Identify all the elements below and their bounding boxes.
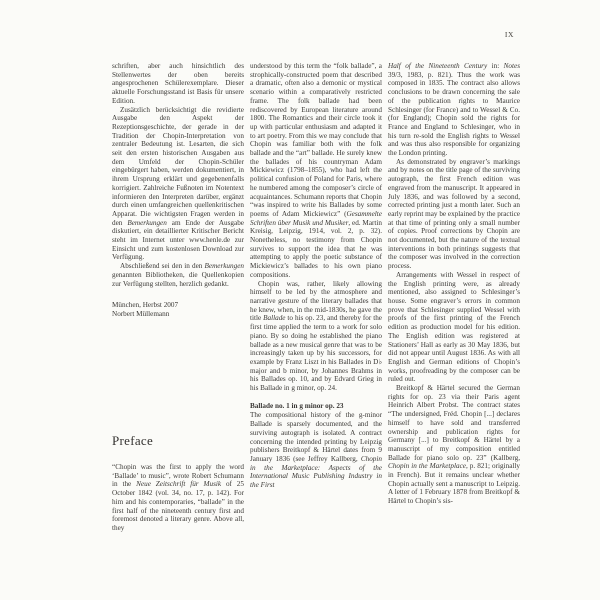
paragraph-german-revision	[112, 106, 244, 263]
italic-text-run: Bemerkungen	[204, 262, 244, 271]
preface-heading	[112, 434, 244, 448]
paragraph-french-edition	[388, 158, 520, 271]
text-run: “Chopin was the first to apply the word ‘Ballade’ to music”, wrote Robert Schumann in the	[112, 463, 244, 489]
column-left-german-text	[112, 62, 244, 319]
text-run: of 25 October 1842 (vol. 34, no. 17, p. 142). For him and his contemporaries, “ballade” in the first half of the nineteenth century first and foremost denoted a literary genre. Above all, they	[112, 480, 244, 532]
text-run: 39/3, 1983, p. 821). Thus the work was composed in 1835. The contract also allows conclusions to be drawn concerning the sale of the publication rights to Maurice Schlesinger (for France) and to Wessel & Co. (for England); Chopin sold the rights for France and England to Schlesinger, who in his turn re-sold the English rights to Wessel and was thus also responsible for organizing the London printing.	[388, 70, 520, 158]
paragraph-german-thanks	[112, 262, 244, 288]
text-run: to his op. 23, and thereby for the first time applied the term to a work for solo piano. By so doing he established the piano ballade as a new musical genre that was to be increasingly taken up by his successors, for example by Franz Liszt in his Ballades in D♭ major and b minor, by Johannes Brahms in his Ballades op. 10, and by Edvard Grieg in his Ballade in g minor, op. 24.	[250, 314, 382, 393]
paragraph-english-edition	[388, 271, 520, 384]
text-run: Chopin was, rather, likely allowing himself to be led by the atmosphere and narrative gesture of the literary ballades that he knew, when, in the mid-1830s, he gave the title	[250, 279, 382, 323]
italic-text-run: Bemerkungen	[127, 218, 167, 227]
text-run: Zusätzlich berücksichtigt die revidierte Ausgabe den Aspekt der Rezeptionsgeschichte, der gerade in der Tradition der Chopin-Interpretation von zentraler Bedeutung ist. Lesarten, die sich seit den ersten historischen Ausgaben aus dem Umfeld der Chopin-Schüler eingebürgert haben, werden dokumentiert, in ihrem Ursprung erklärt und gegebenenfalls korrigiert. Zahlreiche Fußnoten im Notentext informieren den Interpreten darüber, ergänzt durch einen umfangreichen quellenkritischen Apparat. Die wichtigsten Fragen werden in den	[112, 105, 244, 227]
text-run: am Ende der Ausgabe diskutiert, ein detaillierter Kritischer Bericht steht im Internet unter www.henle.de zur Einsicht und zum kostenlosen Download zur Verfügung.	[112, 218, 244, 262]
italic-text-run: Neue Zeitschrift für Musik	[136, 480, 222, 489]
column-left-preface-section	[112, 434, 244, 533]
page-number: IX	[504, 30, 514, 39]
ballade-no1-subheading	[250, 402, 382, 411]
italic-text-run: Chopin in the Marketplace: Aspects of the International Music Publishing Industry in the First	[250, 454, 382, 490]
text-columns	[112, 62, 520, 532]
text-run: Abschließend sei den in den	[120, 262, 205, 271]
text-run: , p. 821; originally in French). But it remains unclear whether Chopin actually sent a manuscript to Leipzig. A letter of 1 February 1878 from Breitkopf & Härtel to Chopin’s sis-	[388, 462, 520, 506]
italic-text-run: Chopin in the Marketplace	[388, 462, 466, 471]
text-run: in:	[487, 62, 504, 70]
paragraph-preface-opening	[112, 463, 244, 533]
italic-text-run: Gesammelte Schriften über Musik und Musiker	[250, 209, 382, 227]
paragraph-german-edition	[388, 384, 520, 506]
text-run: genannten Bibliotheken, die Quellenkopien zur Verfügung stellten, herzlich gedankt.	[112, 270, 244, 288]
paragraph-compositional-history	[250, 411, 382, 489]
text-run: Arrangements with Wessel in respect of the English printing were, as already mentioned, also assigned to Schlesinger’s house. Some engraver’s errors in common prove that Schlesinger supplied Wessel with proofs of the first printing of the French edition as production model for his edition. The English edition was registered at Stationers’ Hall as early as 30 May 1836, but did not appear until August 1836. As with all English and German editions of Chopin’s works, proofreading by the composer can be ruled out.	[388, 270, 520, 384]
signature-place-date	[112, 301, 244, 310]
text-run: Norbert Müllemann	[112, 309, 170, 318]
text-run: Breitkopf & Härtel secured the German rights for op. 23 via their Paris agent Heinrich Albert Probst. The contract states “The undersigned, Fréd. Chopin [...] declares himself to have sold and transferred ownership and publication rights for Germany [...] to Breitkopf & Härtel by a manuscript of my composition entitled Ballade for piano solo op. 23” (Kallberg,	[388, 384, 520, 462]
text-run: understood by this term the “folk ballade”, a strophically-constructed poem that described a dramatic, often also a demonic or mystical scenario within a comparatively restricted frame. The folk ballade had been rediscovered by European literature around 1800. The Romantics and their circle took it up with particular enthusiasm and adapted it to art poetry. From this we may conclude that Chopin was familiar both with the folk ballade and the “art” ballade. He surely knew the ballades of his countryman Adam Mickiewicz (1798–1855), who had left the political confusion of Poland for Paris, where he numbered among the composer’s circle of acquaintances. Schumann reports that Chopin “was inspired to write his Ballades by some poems of Adam Mickiewicz” (	[250, 62, 382, 218]
text-run: , ed. Martin Kreisig, Leipzig, 1914, vol. 2, p. 32). Nonetheless, no testimony from Chopin survives to support the idea that he was attempting to apply the poetic substance of Mickiewicz’s ballades to his own piano compositions.	[250, 218, 382, 279]
italic-text-run: Ballade	[263, 314, 286, 323]
text-run: As demonstrated by engraver’s markings and by notes on the title page of the surviving autograph, the first French edition was engraved from the manuscript. It appeared in July 1836, and was followed by a second, corrected printing just a month later. Such an early reprint may be explained by the practice at that time of printing only a small number of copies. Proof corrections by Chopin are not documented, but the nature of the textual interventions in both printings suggests that the composer was involved in the correction process.	[388, 157, 520, 271]
paragraph-german-continuation	[112, 62, 244, 106]
paragraph-folk-ballade	[250, 62, 382, 280]
paragraph-new-genre	[250, 280, 382, 393]
column-right	[388, 62, 520, 506]
paragraph-publication-rights	[388, 62, 520, 158]
text-run: München, Herbst 2007	[112, 301, 179, 310]
text-run: Preface	[112, 433, 154, 448]
column-middle	[250, 62, 382, 506]
signature-author	[112, 310, 244, 319]
text-run: The compositional history of the g-minor Ballade is sparsely documented, and the surviving autograph is isolated. A contract concerning the intended printing by Leipzig publishers Breitkopf & Härtel dates from 9 January 1836 (see Jeffrey Kallberg,	[250, 411, 382, 463]
italic-text-run: Notes	[503, 62, 520, 70]
column-left	[112, 62, 244, 532]
text-run: Ballade no. 1 in g minor op. 23	[250, 401, 344, 410]
italic-text-run: Half of the Nineteenth Century	[388, 62, 488, 70]
text-run: schriften, aber auch hinsichtlich des Stellenwertes der oben bereits angesprochenen Schülerexemplare. Dieser aktuelle Forschungsstand ist Basis für unsere Edition.	[112, 62, 244, 105]
